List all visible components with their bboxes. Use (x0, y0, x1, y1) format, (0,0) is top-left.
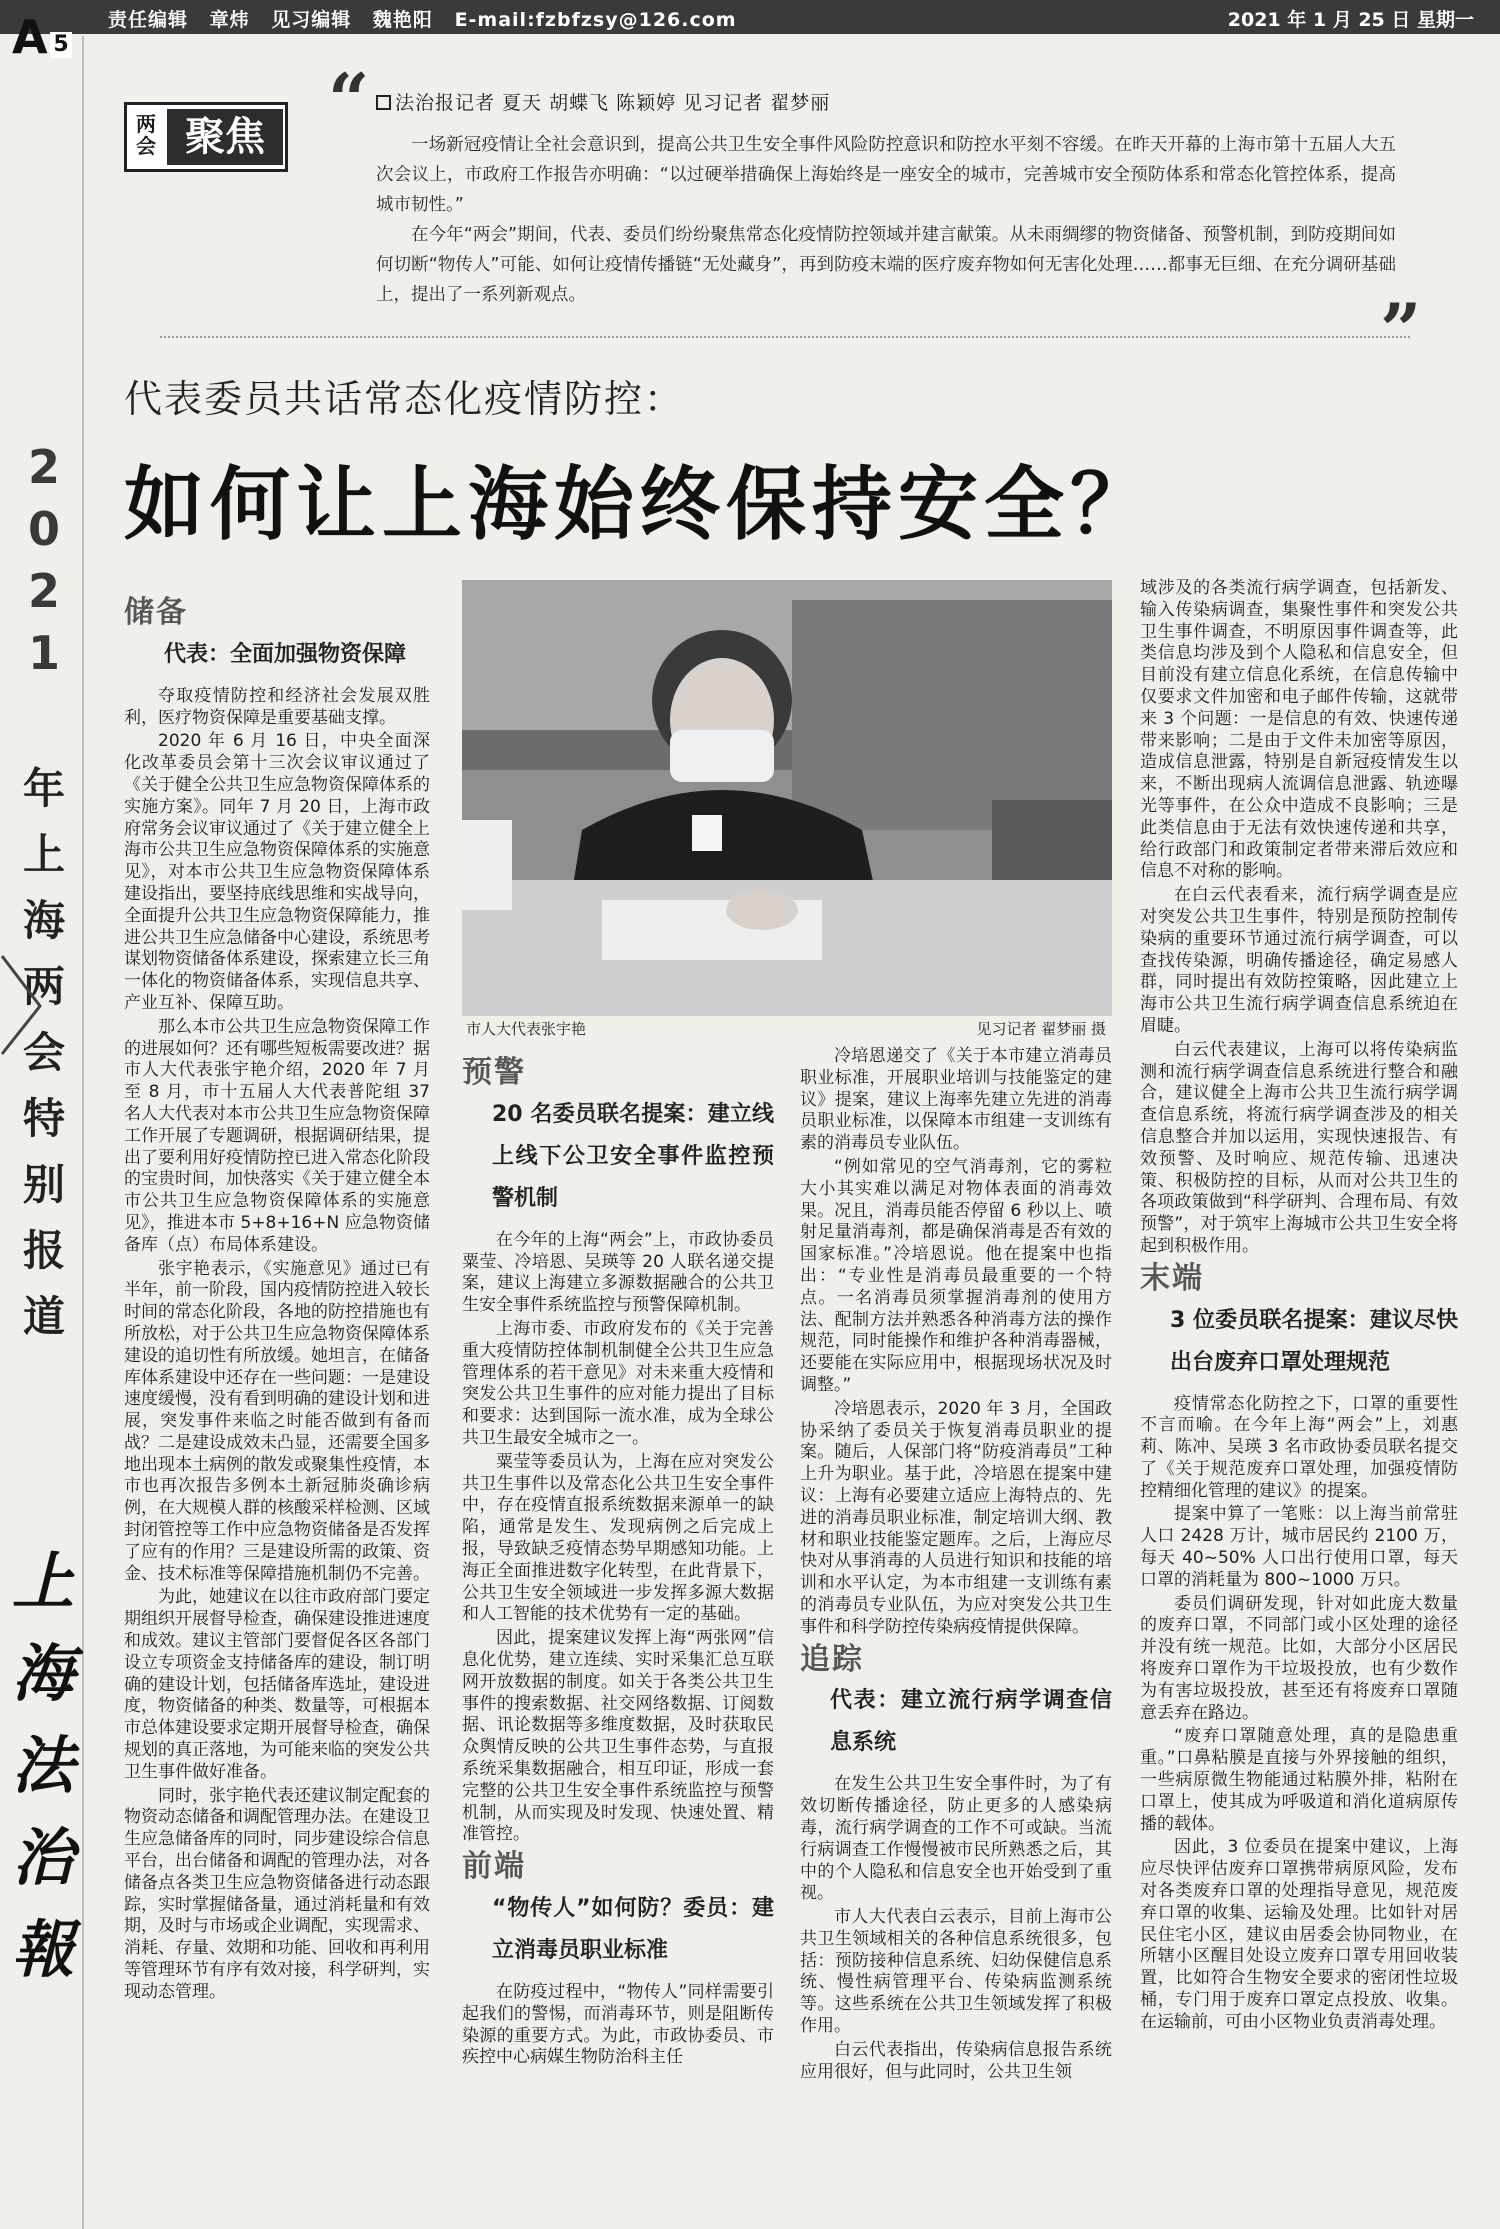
paragraph: 市人大代表白云表示，目前上海市公共卫生领域相关的各种信息系统很多，包括：预防接种信息系统、妇幼保健信息系统、慢性病管理平台、传染病监测系统等。这些系统在公共卫生领域发挥了积极作用。 (800, 1907, 1112, 2037)
paragraph: 在白云代表看来，流行病学调查是应对突发公共卫生事件，特别是预防控制传染病的重要环节通过流行病学调查，可以查找传染源，明确传播途径，确定易感人群，同时提出有效防控策略，因此建立上海市公共卫生流行病学调查信息系统迫在眉睫。 (1140, 885, 1458, 1036)
year-digit: 2 (27, 564, 60, 618)
paragraph: 委员们调研发现，针对如此庞大数量的废弃口罩，不同部门或小区处理的途径并没有统一规范。比如，大部分小区居民将废弃口罩作为干垃圾投放，也有少数作为有害垃圾投放，甚至还有将废弃口罩随意丢弃在路边。 (1140, 1593, 1458, 1723)
side-title-char: 两 (22, 962, 65, 1011)
caption-subject: 市人大代表张宇艳 (466, 1020, 587, 1038)
byline-text: 法治报记者 夏天 胡蝶飞 陈颖婷 见习记者 翟梦丽 (395, 92, 831, 114)
article-column-1 (124, 595, 430, 2006)
section-subheading: 20 名委员联名提案：建立线上线下公卫安全事件监控预警机制 (492, 1101, 774, 1211)
paragraph: 因此，3 位委员在提案中建议，上海应尽快评估废弃口罩携带病原风险，发布对各类废弃口罩的处理指导意见，规范废弃口罩的收集、运输及处理。比如针对居民住宅小区，建议由居委会协同物业，在所辖小区醒目处设立废弃口罩专用回收装置，比如符合生物安全要求的密闭性垃圾桶，专门用于废弃口罩定点投放、收集。在运输前，可由小区物业负责消毒处理。 (1140, 1837, 1458, 2032)
editor-name: 章炜 (209, 9, 250, 31)
paragraph: 在发生公共卫生安全事件时，为了有效切断传播途径，防止更多的人感染病毒，流行病学调查的工作不可或缺。当流行病调查工作慢慢被市民所熟悉之后，其中的个人隐私和信息安全也开始受到了重视。 (800, 1774, 1112, 1904)
section-subheading: 3 位委员联名提案：建议尽快出台废弃口罩处理规范 (1170, 1307, 1458, 1375)
year-digit: 1 (27, 626, 60, 680)
intern-editor-name: 魏艳阳 (372, 9, 433, 31)
paragraph: 提案中算了一笔账：以上海当前常驻人口 2428 万计，城市居民约 2100 万，每天 40~50% 人口出行使用口罩，每天口罩的消耗量为 800~1000 万只。 (1140, 1504, 1458, 1590)
lead-paragraph: 在今年“两会”期间，代表、委员们纷纷聚焦常态化疫情防控领域并建言献策。从未雨绸缪的物资储备、预警机制，到防疫期间如何切断“物传人”可能、如何让疫情传播链“无处藏身”，再到防疫末端的医疗废弃物如何无害化处理……都事无巨细、在充分调研基础上，提出了一系列新观点。 (376, 225, 1396, 305)
article-column-4 (1140, 578, 1458, 2036)
editor-info (108, 5, 751, 32)
masthead-char: 治 (11, 1821, 74, 1894)
decorative-arrow-icon (0, 936, 84, 1056)
section-heading: 追踪 (800, 1641, 864, 1677)
paragraph: 白云代表指出，传染病信息报告系统应用很好，但与此同时，公共卫生领 (800, 2039, 1112, 2082)
paragraph: 上海市委、市政府发布的《关于完善重大疫情防控体制机制健全公共卫生应急管理体系的若干意见》对未来重大疫情和突发公共卫生事件的应对能力提出了目标和要求：达到国际一流水准，成为全球公共卫生最安全城市之一。 (462, 1318, 774, 1448)
page-number: 5 (50, 32, 72, 58)
article-column-2 (462, 1055, 774, 2071)
side-year (14, 436, 74, 684)
paragraph: 疫情常态化防控之下，口罩的重要性不言而喻。在今年上海“两会”上，刘惠莉、陈冲、吴瑛 3 名市政协委员联名提交了《关于规范废弃口罩处理，加强疫情防控精细化管理的建议》的提案。 (1140, 1393, 1458, 1501)
paragraph: 2020 年 6 月 16 日，中央全面深化改革委员会第十三次会议审议通过了《关于健全公共卫生应急物资保障体系的实施方案》。同年 7 月 20 日，上海市政府常务会议审议通过了《关于建立健全上海市公共卫生应急物资保障体系的实施意见》，对本市公共卫生应急物资保障体系建设指出，要坚持底线思维和实战导向，全面提升公共卫生应急物资保障能力，推进公共卫生应急储备中心建设，系统思考谋划物资储备体系建设，探索建立长三角一体化的物资储备体系，实现信息共享、产业互补、保障互助。 (124, 731, 430, 1013)
lead-paragraphs (376, 130, 1396, 310)
caption-credit: 见习记者 翟梦丽 摄 (976, 1020, 1106, 1038)
paragraph: 冷培恩递交了《关于本市建立消毒员职业标准，开展职业培训与技能鉴定的建议》提案，建议上海率先建立先进的消毒员职业标准，以保障本市组建一支训练有素的消毒员专业队伍。 (800, 1046, 1112, 1154)
editor-email: E-mail:fzbfzsy@126.com (454, 9, 737, 31)
section-heading: 末端 (1140, 1260, 1204, 1296)
section-heading: 储备 (124, 595, 188, 630)
divider (160, 336, 1410, 338)
side-title-char: 会 (22, 1028, 65, 1077)
paragraph: 白云代表建议，上海可以将传染病监测和流行病学调查信息系统进行整合和融合，建议健全上海市公共卫生流行病学调查信息系统，将流行病学调查涉及的相关信息整合并加以运用，实现快速报告、有效预警、及时响应、规范传输、迅速决策、积极防控的目标，从而对公共卫生的各项政策做到“科学研判、合理布局、有效预警”，对于筑牢上海城市公共卫生安全将起到积极作用。 (1140, 1039, 1458, 1256)
paragraph: 那么本市公共卫生应急物资保障工作的进展如何？还有哪些短板需要改进？据市人大代表张宇艳介绍，2020 年 7 月至 8 月，市十五届人大代表普陀组 37 名人大代表对本市公共卫生应急物资保障工作开展了专题调研，根据调研结果，提出了要利用好疫情防控已进入常态化阶段的宝贵时间，加快落实《关于建立健全本市公共卫生应急物资保障体系的实施意见》，推进本市 5+8+16+N 应急物资储备库（点）布局体系建设。 (124, 1016, 430, 1255)
masthead-char: 上 (11, 1545, 74, 1618)
masthead-char: 報 (11, 1913, 74, 1986)
paragraph: 在今年的上海“两会”上，市政协委员粟莹、冷培恩、吴瑛等 20 人联名递交提案，建议上海建立多源数据融合的公共卫生安全事件系统监控与预警保障机制。 (462, 1229, 774, 1316)
masthead-char: 海 (11, 1637, 74, 1710)
paragraph: 同时，张宇艳代表还建议制定配套的物资动态储备和调配管理办法。在建设卫生应急储备库的同时，同步建设综合信息平台，出台储备和调配的管理办法，对各储备点各类卫生应急物资储备进行动态跟踪，实时掌握储备量，通过消耗量和有效期，及时与市场或企业调配，实现需求、消耗、存量、效期和功能、回收和再利用等管理环节有序有效对接，科学研判，实现动态管理。 (124, 1785, 430, 2002)
section-heading: 前端 (462, 1849, 526, 1885)
intern-editor-role-label: 见习编辑 (271, 9, 352, 31)
paragraph: “废弃口罩随意处理，真的是隐患重重。”口鼻粘膜是直接与外界接触的组织，一些病原微生物能通过粘膜外排，粘附在口罩上，使其成为呼吸道和消化道病原传播的载体。 (1140, 1726, 1458, 1834)
year-digit: 0 (27, 502, 60, 556)
side-banner (0, 36, 84, 2229)
side-title-char: 特 (22, 1094, 65, 1143)
open-quote-icon: “ (328, 57, 370, 142)
section-subheading: 代表：建立流行病学调查信息系统 (830, 1688, 1112, 1756)
paragraph: 冷培恩表示，2020 年 3 月，全国政协采纳了委员关于恢复消毒员职业的提案。随后，人保部门将“防疫消毒员”工种上升为职业。基于此，冷培恩在提案中建议：上海有必要建立适应上海特点的、先进的消毒员职业标准，制定培训大纲、教材和职业技能鉴定题库。之后，上海应尽快对从事消毒的人员进行知识和技能的培训和水平认定，为本市组建一支训练有素的消毒员专业队伍，为应对突发公共卫生事件和科学防控传染病疫情提供保障。 (800, 1398, 1112, 1637)
paragraph: 张宇艳表示，《实施意见》通过已有半年，前一阶段，国内疫情防控进入较长时间的常态化阶段，各地的防控措施也有所放松，对于公共卫生应急物资保障体系建设的追切性有所放缓。她坦言，在储备库体系建设中还存在一些问题：一是建设速度缓慢，没有看到明确的建设计划和进展，突发事件来临之时能否做到有备而战？二是建设成效未凸显，还需要全国多地出现本土病例的散发或聚集性疫情，本市也再次报告多例本土新冠肺炎确诊病例，在大规模人群的核酸采样检测、区域封闭管控等工作中应急物资储备是否发挥了应有的作用？三是建设所需的政策、资金、技术标准等保障措施机制仍不完善。 (124, 1258, 430, 1584)
headline-kicker: 代表委员共话常态化疫情防控： (124, 377, 685, 421)
lead-paragraph: 一场新冠疫情让全社会意识到，提高公共卫生安全事件风险防控意识和防控水平刻不容缓。在昨天开幕的上海市第十五届人大五次会议上，市政府工作报告亦明确：“以过硬举措确保上海始终是一座安全的城市，完善城市安全预防体系和常态化管控体系，提高城市韧性。” (376, 135, 1396, 215)
headline-title: 如何让上海始终保持安全？ (124, 458, 1156, 551)
editor-role-label: 责任编辑 (108, 9, 189, 31)
paragraph: 因此，提案建议发挥上海“两张网”信息化优势，建立连续、实时采集汇总互联网开放数据的制度。如关于各类公共卫生事件的搜索数据、社交网络数据、订阅数据、讯论数据等多维度数据，及时获取民众舆情反映的公共卫生事件态势，与直报系统采集数据融合，相互印证，形成一套完整的公共卫生安全事件系统监控与预警机制，从而实现及时发现、快速处置、精准管控。 (462, 1628, 774, 1845)
logo-small-text: 两会 (136, 112, 156, 158)
masthead-char: 法 (11, 1729, 74, 1802)
page-header-bar (0, 0, 1500, 34)
paragraph: 粟莹等委员认为，上海在应对突发公共卫生事件以及常态化公共卫生安全事件中，存在疫情直报系统数据来源单一的缺陷，通常是发生、发现病例之后完成上报，导致缺乏疫情态势早期感知功能。上海正全面推进数字化转型，在此背景下，公共卫生安全领域进一步发挥多源大数据和人工智能的技术优势有一定的基础。 (462, 1451, 774, 1625)
side-title-char: 报 (22, 1226, 65, 1275)
issue-date: 2021 年 1 月 25 日 星期一 (1227, 9, 1474, 31)
side-title-char: 上 (22, 830, 65, 879)
section-subheading: “物传人”如何防？委员：建立消毒员职业标准 (492, 1895, 774, 1963)
paragraph: “例如常见的空气消毒剂，它的雾粒大小其实难以满足对物体表面的消毒效果。况且，消毒员能否停留 6 秒以上、喷射足量消毒剂，都是确保消毒是否有效的国家标准。”冷培恩说。他在提案中也指出：“专业性是消毒员最重要的一个特点。一名消毒员须掌握消毒剂的使用方法、配制方法并熟悉各种消毒方法的操作规范，同时能操作和维护各种消毒器械，还要能在实际应用中，根据现场状况及时调整。” (800, 1156, 1112, 1395)
article-column-3 (800, 1046, 1112, 2085)
side-title-char: 别 (22, 1160, 65, 1209)
close-quote-icon: ” (1380, 287, 1422, 372)
section-heading: 预警 (462, 1055, 526, 1090)
page-letter: A (12, 10, 48, 64)
paragraph: 在防疫过程中，“物传人”同样需要引起我们的警惕，而消毒环节，则是阻断传染源的重要方式。为此，市政协委员、市疾控中心病媒生物防治科主任 (462, 1981, 774, 2068)
checkbox-icon (376, 95, 391, 110)
paragraph: 夺取疫情防控和经济社会发展双胜利，医疗物资保障是重要基础支撑。 (124, 685, 430, 728)
section-logo (124, 102, 288, 172)
year-digit: 2 (27, 440, 60, 494)
paragraph: 为此，她建议在以往市政府部门要定期组织开展督导检查，确保建设推进速度和成效。建议主管部门要督促各区各部门设立专项资金支持储备库的建设，制订明确的建设计划，包括储备库选址，建设进度，物资储备的种类、数量等，可根据本市总体建设要求定期开展督导检查，确保规划的真正落地，为可能来临的突发公共卫生事件做好准备。 (124, 1587, 430, 1782)
news-photo (462, 580, 1112, 1016)
paragraph: 域涉及的各类流行病学调查，包括新发、输入传染病调查，集聚性事件和突发公共卫生事件调查，不明原因事件调查等，此类信息均涉及到个人隐私和信息安全，但目前没有建立信息化系统，在信息传输中仅要求文件加密和电子邮件传输，这就带来 3 个问题：一是信息的有效、快速传递带来影响；二是由于文件未加密等原因，造成信息泄露，特别是自新冠疫情发生以来，不断出现病人流调信息泄露、轨迹曝光等事件，在公众中造成不良影响；三是此类信息由于无法有效快速传递和共享，给行政部门和政策制定者带来滞后效应和信息不对称的影响。 (1140, 578, 1458, 882)
section-subheading: 代表：全面加强物资保障 (164, 641, 407, 667)
side-title-char: 年 (22, 764, 65, 813)
side-title-char: 海 (22, 896, 65, 945)
newspaper-masthead (8, 1536, 78, 1996)
logo-big-text: 聚焦 (167, 109, 283, 165)
portrait-illustration (462, 580, 1112, 1016)
side-title-char: 道 (22, 1292, 65, 1341)
byline (376, 88, 830, 115)
